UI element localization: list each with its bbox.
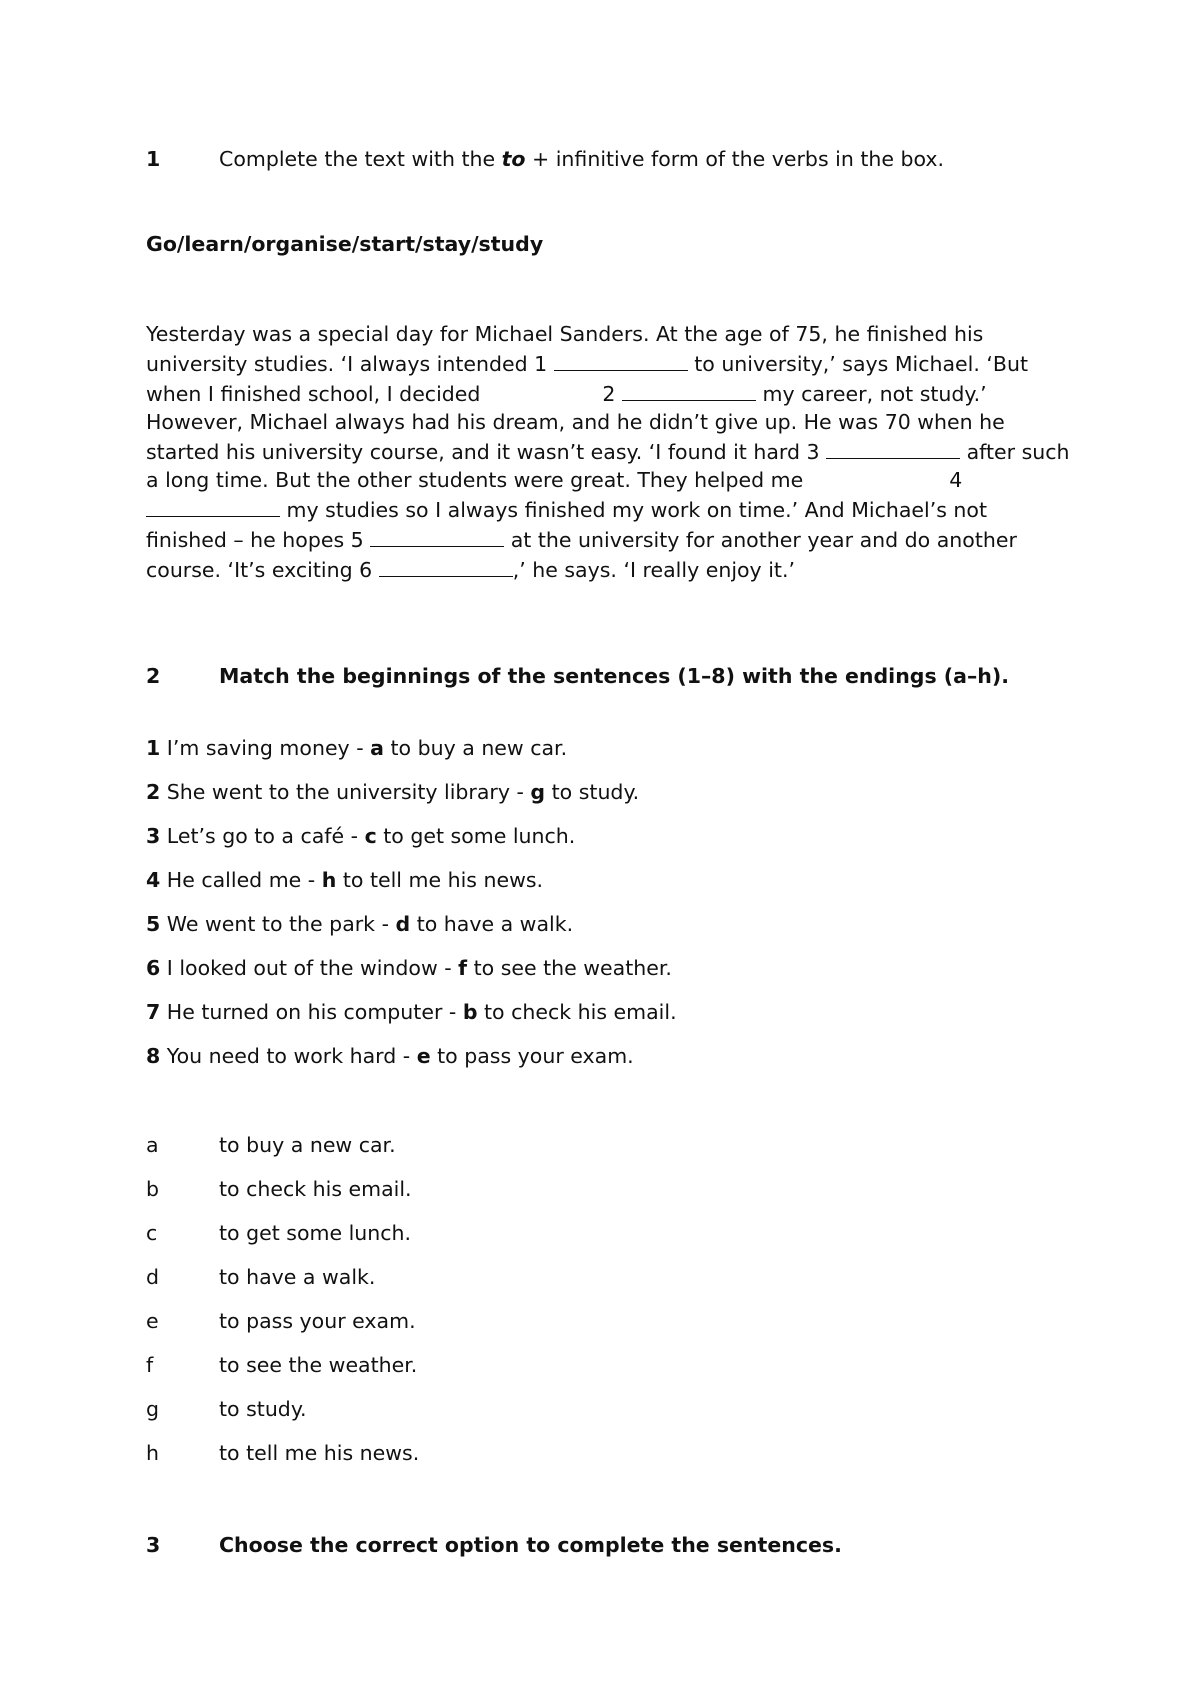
ending-text: to get some lunch.: [219, 1221, 412, 1245]
blank-number: 2: [602, 382, 622, 406]
blank-4[interactable]: [146, 494, 280, 517]
ending-text: to see the weather.: [219, 1353, 418, 1377]
item-number: 6: [146, 956, 161, 980]
list-item: [146, 998, 677, 1042]
ending-item: [146, 1439, 419, 1483]
passage-text: at the university for another year and do another course. ‘It’s exciting 6: [146, 528, 1017, 582]
ending-text: to study.: [219, 1397, 307, 1421]
ending-text: to pass your exam.: [219, 1309, 416, 1333]
ending-item: [146, 1351, 419, 1395]
exercise-3-heading: [146, 1531, 842, 1559]
blank-1[interactable]: [554, 348, 688, 371]
sentence-beginning: We went to the park -: [166, 912, 396, 936]
exercise-2-number: 2: [146, 664, 161, 688]
ending-letter: c: [146, 1221, 158, 1245]
list-item: [146, 734, 677, 778]
sentence-ending: to have a walk.: [410, 912, 574, 936]
list-item: [146, 910, 677, 954]
answer-letter: a: [370, 736, 384, 760]
list-item: [146, 822, 677, 866]
item-number: 1: [146, 736, 161, 760]
sentence-beginning: She went to the university library -: [166, 780, 531, 804]
item-number: 3: [146, 824, 161, 848]
ending-text: to check his email.: [219, 1177, 412, 1201]
exercise-1-heading: [146, 145, 944, 173]
sentence-ending: to see the weather.: [467, 956, 672, 980]
ending-item: [146, 1175, 419, 1219]
instruction-to-emphasis: to: [501, 147, 526, 171]
instruction-text-end: + infinitive form of the verbs in the box.: [525, 147, 945, 171]
ending-letter: b: [146, 1177, 160, 1201]
item-number: 2: [146, 780, 161, 804]
answer-letter: g: [530, 780, 546, 804]
ending-item: [146, 1395, 419, 1439]
ending-item: [146, 1307, 419, 1351]
item-number: 4: [146, 868, 161, 892]
passage-text: to university,’ says Michael. ‘But when I finished school, I decided: [146, 352, 1028, 406]
ending-item: [146, 1131, 419, 1175]
answer-letter: e: [416, 1044, 431, 1068]
exercise-2-heading: [146, 662, 1071, 690]
ending-letter: a: [146, 1133, 159, 1157]
instruction-text: Complete the text with the: [219, 147, 502, 171]
blank-5[interactable]: [370, 524, 504, 547]
ending-letter: g: [146, 1397, 160, 1421]
passage-text: Yesterday was a special day for Michael Sanders. At the age of 75, he finished his university studies. ‘I always intended 1: [146, 322, 984, 376]
list-item: [146, 778, 677, 822]
ending-item: [146, 1219, 419, 1263]
sentence-ending: to tell me his news.: [336, 868, 544, 892]
item-number: 8: [146, 1044, 161, 1068]
sentence-beginning: He turned on his computer -: [166, 1000, 463, 1024]
ending-text: to have a walk.: [219, 1265, 376, 1289]
answer-letter: b: [462, 1000, 478, 1024]
passage-text: after such a long time. But the other students were great. They helped me: [146, 440, 1070, 492]
list-item: [146, 1042, 677, 1086]
ending-letter: e: [146, 1309, 159, 1333]
passage-text: my studies so I always finished my work on time.’ And Michael’s not finished – he hopes 5: [146, 498, 987, 552]
sentence-ending: to pass your exam.: [430, 1044, 634, 1068]
exercise-3-instruction: Choose the correct option to complete the sentences.: [219, 1533, 842, 1557]
blank-3[interactable]: [826, 436, 960, 459]
passage-text: my career, not study.’ However, Michael always had his dream, and he didn’t give up. He was 70 when he started his university course, and it wasn’t easy. ‘I found it hard 3: [146, 382, 1005, 464]
sentence-ending: to study.: [545, 780, 640, 804]
exercise-2-instruction: Match the beginnings of the sentences (1–8) with the endings (a–h).: [219, 664, 1010, 688]
sentence-beginning: I’m saving money -: [166, 736, 371, 760]
ending-item: [146, 1263, 419, 1307]
answer-letter: h: [321, 868, 337, 892]
blank-6[interactable]: [379, 554, 513, 577]
passage-text: ,’ he says. ‘I really enjoy it.’: [512, 558, 795, 582]
endings-list: [146, 1131, 419, 1483]
verb-box: Go/learn/organise/start/stay/study: [146, 232, 544, 256]
matched-sentences-list: [146, 734, 677, 1086]
sentence-ending: to get some lunch.: [376, 824, 576, 848]
sentence-beginning: I looked out of the window -: [166, 956, 459, 980]
blank-number: 4: [949, 468, 963, 492]
ending-letter: h: [146, 1441, 159, 1465]
list-item: [146, 954, 677, 998]
item-number: 7: [146, 1000, 161, 1024]
item-number: 5: [146, 912, 161, 936]
sentence-beginning: Let’s go to a café -: [166, 824, 365, 848]
sentence-ending: to check his email.: [477, 1000, 677, 1024]
ending-text: to tell me his news.: [219, 1441, 420, 1465]
ending-letter: f: [146, 1353, 154, 1377]
sentence-ending: to buy a new car.: [383, 736, 568, 760]
ending-letter: d: [146, 1265, 160, 1289]
blank-2[interactable]: [622, 378, 756, 401]
exercise-1-instruction: [219, 145, 944, 173]
exercise-3-number: 3: [146, 1533, 161, 1557]
answer-letter: d: [395, 912, 411, 936]
sentence-beginning: You need to work hard -: [166, 1044, 417, 1068]
answer-letter: c: [364, 824, 377, 848]
reading-passage: [146, 320, 1071, 584]
answer-letter: f: [458, 956, 468, 980]
ending-text: to buy a new car.: [219, 1133, 396, 1157]
exercise-1-number: 1: [146, 147, 161, 171]
list-item: [146, 866, 677, 910]
sentence-beginning: He called me -: [166, 868, 322, 892]
